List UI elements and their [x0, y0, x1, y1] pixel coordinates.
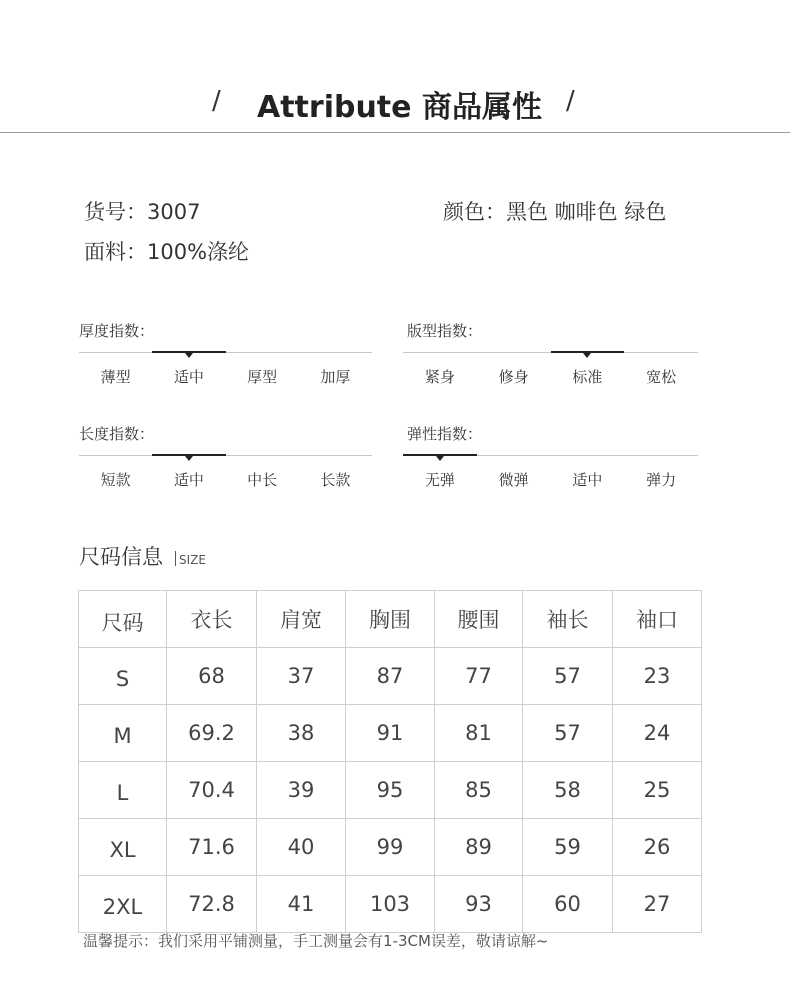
- fit-index-option: 宽松: [646, 368, 677, 386]
- elasticity-index-option: 适中: [572, 471, 603, 489]
- size-cell: S: [79, 648, 167, 705]
- size-cell: 尺码: [79, 591, 167, 648]
- size-cell: 2XL: [79, 876, 167, 933]
- title-slash-right: /: [566, 86, 575, 116]
- length-index-marker: [185, 456, 193, 461]
- size-table: [78, 590, 702, 933]
- length-index-option: 短款: [100, 471, 131, 489]
- thickness-index-option: 厚型: [247, 368, 278, 386]
- table-row: [79, 648, 702, 705]
- measure-cell: 25: [613, 762, 702, 819]
- length-index-option: 适中: [173, 471, 204, 489]
- thickness-index-option: 薄型: [100, 368, 131, 386]
- measure-cell: 103: [346, 876, 435, 933]
- color-options: 颜色：黑色 咖啡色 绿色: [443, 200, 667, 224]
- measure-cell: 60: [523, 876, 613, 933]
- measure-cell: 肩宽: [257, 591, 346, 648]
- elasticity-index-label: 弹性指数：: [407, 425, 483, 443]
- elasticity-index-option: 微弹: [498, 471, 529, 489]
- fit-index-label: 版型指数：: [407, 322, 483, 340]
- length-index-label: 长度指数：: [79, 425, 155, 443]
- elasticity-index-option: 弹力: [646, 471, 677, 489]
- measure-cell: 39: [257, 762, 346, 819]
- table-row: [79, 876, 702, 933]
- size-section-title: 尺码信息: [79, 545, 163, 569]
- measure-cell: 26: [613, 819, 702, 876]
- fit-index-option: 紧身: [424, 368, 455, 386]
- measure-cell: 72.8: [167, 876, 257, 933]
- elasticity-index-marker: [436, 456, 444, 461]
- header-divider: [0, 132, 790, 133]
- length-index-option: 长款: [320, 471, 351, 489]
- fit-index-marker: [583, 353, 591, 358]
- measure-cell: 93: [435, 876, 523, 933]
- length-index-option: 中长: [247, 471, 278, 489]
- measure-cell: 71.6: [167, 819, 257, 876]
- measure-cell: 41: [257, 876, 346, 933]
- measure-cell: 27: [613, 876, 702, 933]
- elasticity-index-option: 无弹: [424, 471, 455, 489]
- size-cell: XL: [79, 819, 167, 876]
- table-row: [79, 819, 702, 876]
- measure-cell: 24: [613, 705, 702, 762]
- measure-cell: 81: [435, 705, 523, 762]
- measure-cell: 衣长: [167, 591, 257, 648]
- measure-cell: 95: [346, 762, 435, 819]
- measure-cell: 57: [523, 648, 613, 705]
- measure-cell: 59: [523, 819, 613, 876]
- measure-cell: 58: [523, 762, 613, 819]
- measurement-note: 温馨提示：我们采用平铺测量，手工测量会有1-3CM误差，敬请谅解~: [83, 932, 549, 950]
- measure-cell: 23: [613, 648, 702, 705]
- measure-cell: 57: [523, 705, 613, 762]
- item-number: 货号：3007: [84, 200, 201, 224]
- measure-cell: 77: [435, 648, 523, 705]
- measure-cell: 87: [346, 648, 435, 705]
- size-cell: M: [79, 705, 167, 762]
- thickness-index-marker: [185, 353, 193, 358]
- fit-index-option: 修身: [498, 368, 529, 386]
- thickness-index-option: 加厚: [320, 368, 351, 386]
- measure-cell: 37: [257, 648, 346, 705]
- measure-cell: 40: [257, 819, 346, 876]
- measure-cell: 袖长: [523, 591, 613, 648]
- size-section-subtitle: SIZE: [179, 553, 206, 567]
- measure-cell: 99: [346, 819, 435, 876]
- table-row: [79, 705, 702, 762]
- thickness-index-option: 适中: [173, 368, 204, 386]
- measure-cell: 85: [435, 762, 523, 819]
- measure-cell: 70.4: [167, 762, 257, 819]
- length-index-track: [79, 455, 372, 456]
- measure-cell: 胸围: [346, 591, 435, 648]
- measure-cell: 38: [257, 705, 346, 762]
- measure-cell: 91: [346, 705, 435, 762]
- measure-cell: 69.2: [167, 705, 257, 762]
- size-title-divider: [175, 551, 176, 566]
- measure-cell: 腰围: [435, 591, 523, 648]
- table-row: [79, 762, 702, 819]
- material: 面料：100%涤纶: [84, 240, 250, 264]
- thickness-index-track: [79, 352, 372, 353]
- fit-index-option: 标准: [572, 368, 603, 386]
- table-header-row: [79, 591, 702, 648]
- size-cell: L: [79, 762, 167, 819]
- page-title: Attribute 商品属性: [257, 90, 542, 125]
- measure-cell: 袖口: [613, 591, 702, 648]
- title-slash-left: /: [212, 86, 221, 116]
- measure-cell: 68: [167, 648, 257, 705]
- thickness-index-label: 厚度指数：: [79, 322, 155, 340]
- measure-cell: 89: [435, 819, 523, 876]
